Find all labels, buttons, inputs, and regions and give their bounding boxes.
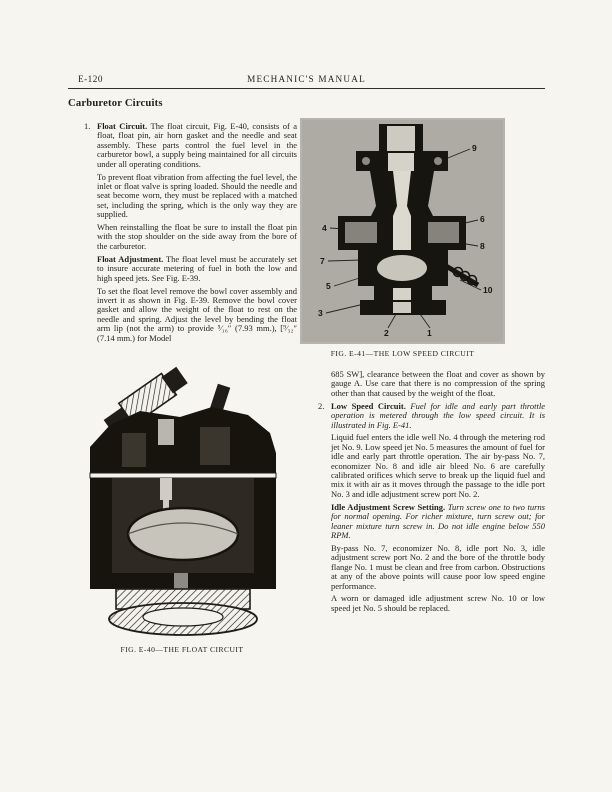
fig-e41-callout-1: 1	[427, 328, 432, 338]
run-in-heading-float-adjustment: Float Adjustment.	[97, 253, 164, 264]
low-speed-circuit-illustration	[300, 118, 505, 344]
fig-e41-callout-4: 4	[322, 223, 327, 233]
paragraph-idle-adjustment	[331, 503, 545, 541]
paragraph-text: 685 SW], clearance between the float and cover as shown by gauge A. Use care that there is no compression of the spring other than that caused by the weight of the float.	[331, 369, 545, 398]
paragraph-text: By-pass No. 7, economizer No. 8, idle port No. 3, idle adjustment screw port No. 2 and the bore of the throttle body flange No. 1 must be clean and free from carbon. Obstructions at any of the above points will cause poor low speed engine performance.	[331, 542, 545, 591]
paragraph-text: A worn or damaged idle adjustment screw No. 10 or low speed jet No. 5 should be replaced.	[331, 593, 545, 613]
paragraph-set-float-level	[97, 287, 297, 343]
paragraph-liquid-fuel	[331, 433, 545, 499]
paragraph-reinstall-float	[97, 223, 297, 251]
paragraph-text: The float level must be accurately set to insure accurate metering of fuel in both the low and high speed jets. See Fig. E-39.	[97, 253, 297, 283]
section-title: Carburetor Circuits	[68, 98, 163, 109]
run-in-heading-float-circuit: Float Circuit.	[97, 121, 148, 131]
page-header	[68, 74, 545, 85]
figure-e41	[300, 118, 505, 358]
fig-e41-callout-6: 6	[480, 214, 485, 224]
right-column	[318, 118, 545, 613]
paragraph-float-adjustment	[97, 255, 297, 283]
paragraph-text: Turn screw one to two turns for normal opening. For richer mixture, turn screw out; for leaner mixture turn screw in. Do not idle engine below 550 RPM.	[331, 501, 545, 540]
paragraph-float-circuit	[84, 121, 297, 169]
float-circuit-illustration	[62, 349, 302, 641]
fig-e41-callout-5: 5	[326, 281, 331, 291]
paragraph-text: The float circuit, Fig. E-40, consists of a float, float pin, air horn gasket and the needle and seat assembly. These parts control the fuel level in the carburetor bowl, a supply being maintained for all circuits under all operating conditions.	[97, 121, 297, 169]
paragraph-text: To set the float level remove the bowl cover assembly and invert it as shown in Fig. E-39. Remove the bowl cover gasket and allow the weight of the float to rest on the needle and spring. Adjust the level by bending the float arm lip (not the arm) to provide ⁵⁄₁₆″ (7.93 mm.), [⁹⁄₃₂″ (7.14 mm.) for Model	[97, 285, 297, 343]
paragraph-float-vibration	[97, 173, 297, 220]
header-rule	[68, 88, 545, 89]
fig-e41-callout-7: 7	[320, 256, 325, 266]
list-number-1: 1.	[84, 121, 91, 131]
fig-e41-callout-10: 10	[483, 285, 493, 295]
figure-e40-caption: FIG. E-40—THE FLOAT CIRCUIT	[120, 644, 244, 654]
paragraph-text: Liquid fuel enters the idle well No. 4 through the metering rod jet No. 9. Low speed jet No. 5 measures the amount of fuel for idle and early part throttle operation. The air by-pass No. 7, economizer No. 8 and idle air bleed No. 6 are carefully calibrated orifices which serve to break up the liquid fuel and mix it with air as it moves through the passage to the idle port No. 3 and idle adjustment screw port No. 2.	[331, 432, 545, 499]
run-in-heading-low-speed-circuit: Low Speed Circuit.	[331, 400, 406, 411]
figure-e41-caption: FIG. E-41—THE LOW SPEED CIRCUIT	[330, 349, 475, 358]
figure-e40	[62, 349, 302, 654]
right-column-text	[318, 370, 545, 613]
fig-e41-callout-3: 3	[318, 308, 323, 318]
paragraph-low-speed-circuit	[318, 400, 545, 430]
run-in-heading-idle-adjustment: Idle Adjustment Screw Setting.	[331, 501, 446, 512]
paragraph-text: To prevent float vibration from affecting the fuel level, the inlet or float valve is spring loaded. Should the needle and seat become worn, they must be replaced with a matched set, including the spring, which is the only way they are supplied.	[97, 171, 297, 220]
page-content	[68, 74, 545, 654]
fig-e41-callout-2: 2	[384, 328, 389, 338]
paragraph-worn-screw	[331, 594, 545, 613]
page-number: E-120	[78, 74, 103, 84]
manual-title: MECHANIC'S MANUAL	[247, 74, 366, 84]
paragraph-text: Fuel for idle and early part throttle operation is metered through the low speed circuit. It is illustrated in Fig. E-41.	[331, 400, 545, 430]
list-number-2: 2.	[318, 400, 325, 411]
fig-e41-callout-9: 9	[472, 143, 477, 153]
left-column-text	[84, 122, 297, 343]
paragraph-clearance-continuation	[331, 370, 545, 398]
two-column-layout	[68, 118, 545, 654]
paragraph-bypass-clean	[331, 544, 545, 591]
fig-e41-callout-8: 8	[480, 241, 485, 251]
paragraph-text: When reinstalling the float be sure to install the float pin with the stop shoulder on the side away from the bore of the carburetor.	[97, 222, 297, 251]
left-column	[68, 118, 297, 654]
